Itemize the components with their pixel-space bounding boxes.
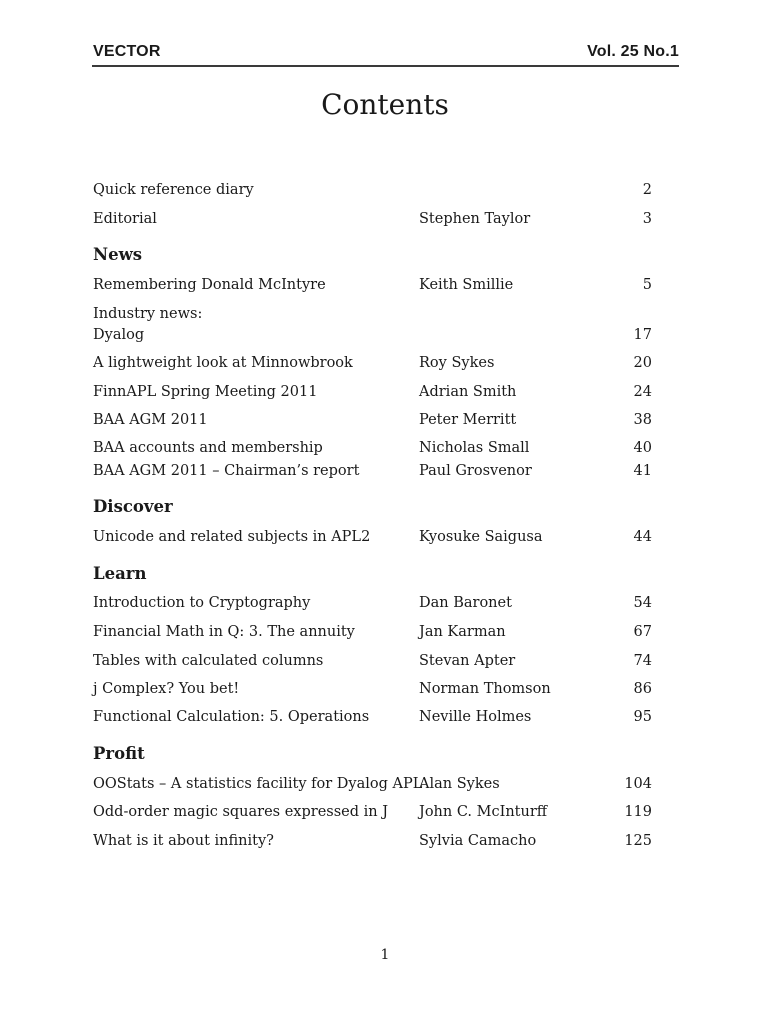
entry-author: Dan Baronet (419, 595, 512, 611)
entry-title: Industry news: (93, 306, 203, 322)
entry-title: OOStats – A statistics facility for Dyalog APL (93, 776, 423, 792)
entry-title: Odd-order magic squares expressed in J (93, 804, 389, 820)
entry-title: Dyalog (93, 327, 145, 343)
page-title: Contents (321, 88, 449, 121)
entry-author: Keith Smillie (419, 277, 514, 293)
entry-author: Norman Thomson (419, 681, 551, 697)
entry-title: Quick reference diary (93, 182, 254, 198)
entry-page: 119 (624, 804, 652, 820)
entry-author: Nicholas Small (419, 440, 530, 456)
entry-author: Roy Sykes (419, 355, 495, 371)
entry-page: 17 (633, 327, 652, 343)
toc-entry[interactable] (93, 650, 653, 672)
entry-page: 20 (633, 355, 652, 371)
entry-title: Financial Math in Q: 3. The annuity (93, 624, 355, 640)
toc-entry[interactable] (93, 773, 653, 795)
entry-page: 40 (633, 440, 652, 456)
entry-title: Tables with calculated columns (93, 653, 324, 669)
toc-entry[interactable] (93, 526, 653, 548)
entry-author: Jan Karman (419, 624, 506, 640)
entry-title: j Complex? You bet! (93, 681, 240, 697)
toc-entry[interactable] (93, 352, 653, 374)
entry-title: Introduction to Cryptography (93, 595, 311, 611)
entry-author: Stephen Taylor (419, 211, 531, 227)
entry-title: Unicode and related subjects in APL2 (93, 529, 371, 545)
entry-author: Stevan Apter (419, 653, 516, 669)
entry-author: Alan Sykes (419, 776, 500, 792)
section-heading-discover: Discover (93, 497, 173, 516)
entry-title: FinnAPL Spring Meeting 2011 (93, 384, 318, 400)
entry-page: 125 (624, 833, 652, 849)
entry-page: 3 (642, 211, 652, 227)
entry-page: 54 (633, 595, 652, 611)
section-heading-learn: Learn (93, 564, 147, 583)
entry-page: 38 (633, 412, 652, 428)
toc-entry[interactable] (93, 830, 653, 852)
entry-page: 86 (633, 681, 652, 697)
running-header-left: VECTOR (93, 43, 161, 60)
entry-page: 2 (642, 182, 652, 198)
section-heading-news: News (93, 245, 143, 264)
entry-page: 67 (633, 624, 652, 640)
entry-author: Kyosuke Saigusa (419, 529, 543, 545)
entry-page: 74 (633, 653, 652, 669)
toc-entry[interactable] (93, 801, 653, 823)
entry-author: Sylvia Camacho (419, 833, 537, 849)
entry-author: Peter Merritt (419, 412, 517, 428)
toc-entry[interactable] (93, 179, 653, 201)
entry-page: 24 (633, 384, 652, 400)
toc-entry[interactable] (93, 381, 653, 403)
entry-page: 95 (633, 709, 652, 725)
entry-title: What is it about infinity? (93, 833, 274, 849)
entry-title: Editorial (93, 211, 157, 227)
toc-entry[interactable] (93, 621, 653, 643)
entry-author: John C. McInturff (419, 804, 548, 820)
entry-title: BAA AGM 2011 (93, 412, 208, 428)
entry-page: 44 (633, 529, 652, 545)
entry-page: 5 (642, 277, 652, 293)
entry-author: Neville Holmes (419, 709, 532, 725)
entry-title: Remembering Donald McIntyre (93, 277, 326, 293)
entry-title: A lightweight look at Minnowbrook (93, 355, 353, 371)
entry-page: 104 (624, 776, 652, 792)
entry-title: BAA AGM 2011 – Chairman’s report (93, 463, 360, 479)
toc-entry[interactable] (93, 706, 653, 728)
toc-entry[interactable] (93, 324, 653, 346)
section-heading-profit: Profit (93, 744, 145, 763)
entry-author: Adrian Smith (419, 384, 517, 400)
entry-page: 41 (633, 463, 652, 479)
page-number: 1 (380, 947, 390, 963)
toc-entry[interactable] (93, 592, 653, 614)
toc-entry[interactable] (93, 208, 653, 230)
toc-entry[interactable] (93, 303, 653, 325)
toc-entry[interactable] (93, 409, 653, 431)
toc-entry[interactable] (93, 460, 653, 482)
entry-author: Paul Grosvenor (419, 463, 532, 479)
toc-entry[interactable] (93, 437, 653, 459)
entry-title: BAA accounts and membership (93, 440, 323, 456)
running-header-right: Vol. 25 No.1 (587, 43, 679, 60)
entry-title: Functional Calculation: 5. Operations (93, 709, 370, 725)
toc-entry[interactable] (93, 274, 653, 296)
toc-entry[interactable] (93, 678, 653, 700)
